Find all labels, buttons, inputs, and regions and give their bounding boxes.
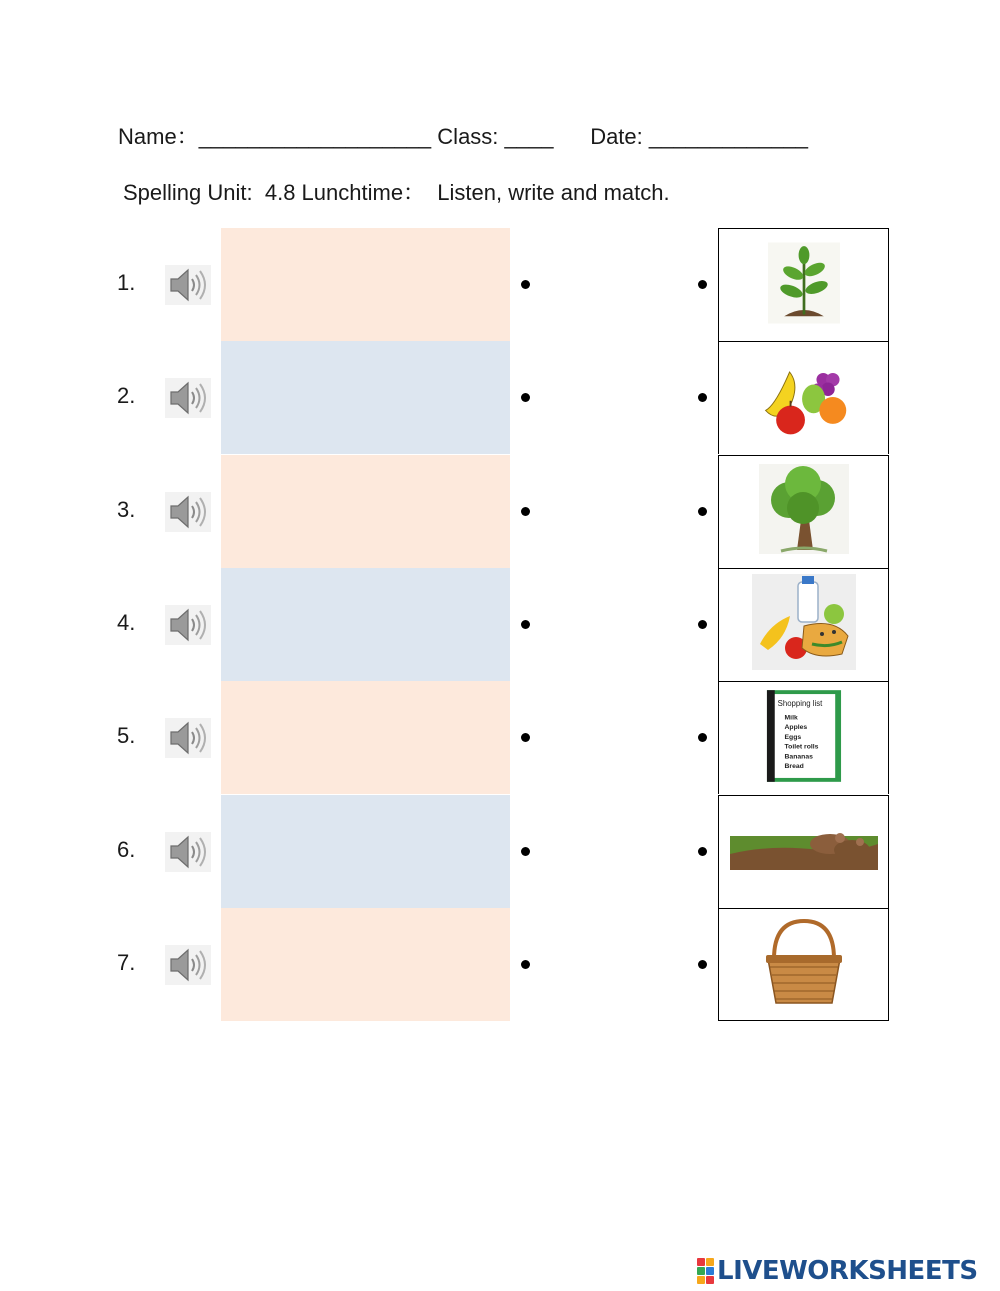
shopping-list-icon <box>765 687 843 790</box>
fruit-icon <box>756 352 852 445</box>
exercise-row <box>0 341 1000 454</box>
shopping-list-item: Eggs <box>784 733 801 741</box>
audio-speaker-icon[interactable] <box>165 265 211 305</box>
name-label: Name： <box>118 124 199 149</box>
answer-input[interactable] <box>221 795 510 908</box>
answer-box[interactable] <box>221 795 510 908</box>
picture-cell <box>718 228 889 341</box>
item-number: 3. <box>117 496 136 522</box>
match-dot-right[interactable] <box>698 507 707 516</box>
match-dot-left[interactable] <box>521 847 530 856</box>
shopping-list-item: Bananas <box>784 753 813 761</box>
answer-input[interactable] <box>221 568 510 681</box>
audio-speaker-icon[interactable] <box>165 605 211 645</box>
picture-cell <box>718 568 889 681</box>
shopping-list-item: Bread <box>784 762 804 770</box>
match-dot-right[interactable] <box>698 847 707 856</box>
ground-soil-icon <box>730 824 878 879</box>
basket-icon <box>762 917 846 1012</box>
match-dot-right[interactable] <box>698 280 707 289</box>
answer-input[interactable] <box>221 455 510 568</box>
worksheet-header <box>118 120 808 151</box>
liveworksheets-logo <box>697 1255 978 1287</box>
picture-cell <box>718 795 889 908</box>
exercise-row <box>0 455 1000 568</box>
exercise-row <box>0 795 1000 908</box>
class-label: Class: <box>437 124 505 149</box>
match-dot-right[interactable] <box>698 960 707 969</box>
match-dot-right[interactable] <box>698 393 707 402</box>
answer-box[interactable] <box>221 228 510 341</box>
worksheet-instructions: Spelling Unit: 4.8 Lunchtime： Listen, write and match. <box>123 180 670 205</box>
audio-speaker-icon[interactable] <box>165 492 211 532</box>
date-blank: _____________ <box>648 124 808 149</box>
logo-text: LIVEWORKSHEETS <box>717 1256 978 1286</box>
exercise-row <box>0 228 1000 341</box>
answer-box[interactable] <box>221 681 510 794</box>
audio-speaker-icon[interactable] <box>165 718 211 758</box>
match-dot-left[interactable] <box>521 280 530 289</box>
shopping-list-item: Milk <box>784 714 798 722</box>
answer-box[interactable] <box>221 908 510 1021</box>
date-label: Date: <box>590 124 649 149</box>
picture-cell <box>718 341 889 454</box>
answer-box[interactable] <box>221 568 510 681</box>
picture-cell <box>718 681 889 794</box>
class-blank: ____ <box>504 124 554 149</box>
name-blank: ___________________ <box>198 124 432 149</box>
match-dot-left[interactable] <box>521 620 530 629</box>
audio-speaker-icon[interactable] <box>165 832 211 872</box>
shopping-list-item: Apples <box>784 723 807 731</box>
shopping-list-item: Toilet rolls <box>784 743 818 751</box>
answer-input[interactable] <box>221 228 510 341</box>
item-number: 2. <box>117 383 136 409</box>
audio-speaker-icon[interactable] <box>165 945 211 985</box>
exercise-row <box>0 908 1000 1021</box>
match-dot-left[interactable] <box>521 507 530 516</box>
item-number: 1. <box>117 270 136 295</box>
item-number: 6. <box>117 836 136 862</box>
item-number: 7. <box>117 949 136 975</box>
lunch-food-icon <box>752 574 856 675</box>
answer-input[interactable] <box>221 341 510 454</box>
match-dot-left[interactable] <box>521 960 530 969</box>
shopping-list-title: Shopping list <box>777 698 822 708</box>
audio-speaker-icon[interactable] <box>165 378 211 418</box>
answer-box[interactable] <box>221 341 510 454</box>
answer-box[interactable] <box>221 455 510 568</box>
match-dot-left[interactable] <box>521 393 530 402</box>
picture-cell <box>718 455 889 568</box>
match-dot-right[interactable] <box>698 620 707 629</box>
exercise-row <box>0 681 1000 794</box>
item-number: 4. <box>117 609 136 635</box>
match-dot-left[interactable] <box>521 733 530 742</box>
answer-input[interactable] <box>221 681 510 794</box>
item-number: 5. <box>117 723 136 749</box>
match-dot-right[interactable] <box>698 733 707 742</box>
tree-icon <box>759 464 849 559</box>
exercise-row <box>0 568 1000 681</box>
answer-input[interactable] <box>221 908 510 1021</box>
picture-cell <box>718 908 889 1021</box>
logo-blocks-icon <box>697 1258 714 1284</box>
plant-seedling-icon <box>768 240 840 331</box>
